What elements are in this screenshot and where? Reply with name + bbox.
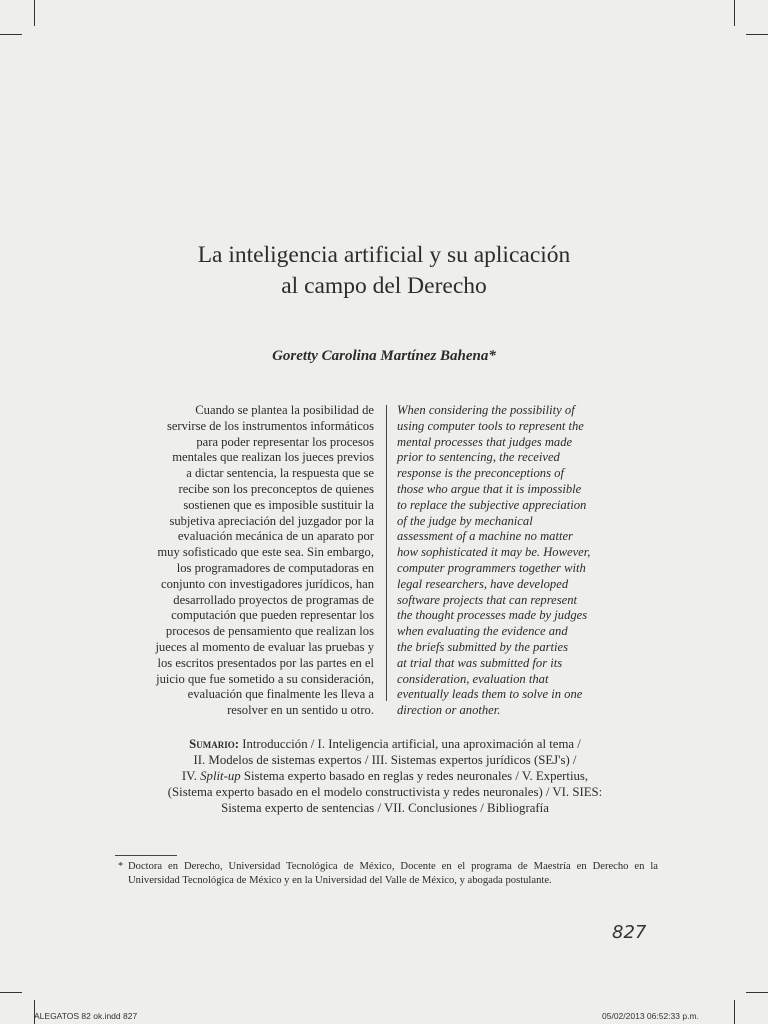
page-title [0, 240, 768, 302]
summary [140, 736, 630, 816]
summary-text: Sistema experto basado en reglas y redes neuronales / V. Expertius, [240, 769, 589, 783]
abstract-line: legal researchers, have developed [397, 576, 569, 591]
abstract-line: consideration, evaluation that [397, 671, 549, 686]
author-name: Goretty Carolina Martínez Bahena* [272, 348, 496, 364]
abstract-line: direction or another. [397, 703, 501, 718]
abstract-line: Cuando se plantea la posibilidad de [195, 403, 374, 417]
abstract-line: software projects that can represent [397, 592, 578, 607]
footnote [118, 860, 658, 888]
abstract-line: mentales que realizan los jueces previos [172, 450, 374, 465]
abstract-line: response is the preconceptions of [397, 466, 564, 481]
summary-text: IV. [181, 769, 201, 783]
summary-line: II. Modelos de sistemas expertos / III. Sistemas expertos jurídicos (SEJ's) / [193, 753, 577, 767]
crop-mark [734, 1000, 735, 1024]
abstract-line: desarrollado proyectos de programas de [173, 592, 374, 607]
slug-timestamp: 05/02/2013 06:52:33 p.m. [602, 1011, 699, 1021]
abstract-line: servirse de los instrumentos informáticos [166, 418, 374, 433]
abstract-line: recibe son los preconceptos de quienes [178, 481, 374, 496]
abstract-spanish [132, 403, 374, 719]
footnote-marker: * [118, 861, 124, 872]
abstract-line: computer programmers together with [397, 560, 586, 575]
abstract-line: computación que pueden representar los [171, 608, 374, 623]
summary-line [140, 768, 630, 784]
title-line: La inteligencia artificial y su aplicación [197, 242, 571, 268]
abstract-line: los programadores de computadoras en [176, 560, 374, 575]
crop-mark [0, 34, 22, 35]
abstract-line: sostienen que es imposible sustituir la [183, 497, 374, 512]
abstract-line: assessment of a machine no matter [397, 529, 573, 544]
page-number: 827 [612, 922, 647, 943]
crop-mark [746, 34, 768, 35]
summary-text: Introducción / I. Inteligencia artificial, una aproximación al tema / [242, 737, 581, 751]
summary-line: (Sistema experto basado en el modelo constructivista y redes neuronales) / VI. SIES: [167, 785, 603, 799]
slug-file: ALEGATOS 82 ok.indd 827 [34, 1011, 138, 1021]
abstract-line: mental processes that judges made [397, 434, 573, 449]
abstract-line: eventually leads them to solve in one [397, 687, 583, 702]
summary-line [140, 736, 630, 752]
crop-mark [34, 0, 35, 26]
abstract-line: los escritos presentados por las partes en el [157, 655, 374, 670]
abstract-line: the briefs submitted by the parties [397, 639, 569, 654]
abstract-line: using computer tools to represent the [397, 418, 584, 433]
abstract-line: when evaluating the evidence and [397, 624, 568, 639]
abstract-english [397, 403, 637, 719]
abstract-line: When considering the possibility of [397, 403, 575, 417]
summary-italic: Split-up [200, 769, 241, 783]
abstract-line: how sophisticated it may be. However, [397, 545, 591, 560]
abstract-line: jueces al momento de evaluar las pruebas y [155, 639, 374, 654]
column-divider [386, 405, 387, 701]
crop-mark [734, 0, 735, 26]
crop-mark [0, 992, 22, 993]
abstract-line: conjunto con investigadores jurídicos, han [161, 576, 374, 591]
abstract-line: those who argue that it is impossible [397, 481, 582, 496]
abstract-line: a dictar sentencia, la respuesta que se [186, 466, 374, 481]
summary-label: Sumario: [189, 737, 240, 751]
footnote-text: Doctora en Derecho, Universidad Tecnológica de México, Docente en el programa de Maestría en Derecho en la Universidad Tecnológica de México y en la Universidad del Valle de México, y abogada postulante. [128, 861, 658, 886]
abstract-line: prior to sentencing, the received [397, 450, 560, 465]
abstract-line: evaluación que finalmente les lleva a [187, 687, 374, 702]
title-line: al campo del Derecho [281, 273, 487, 299]
abstract-line: evaluación mecánica de un aparato por [177, 529, 374, 544]
abstract-line: of the judge by mechanical [397, 513, 533, 528]
abstract-line: subjetiva apreciación del juzgador por la [169, 513, 374, 528]
summary-line: Sistema experto de sentencias / VII. Conclusiones / Bibliografía [221, 801, 549, 815]
footnote-rule [115, 855, 177, 856]
crop-mark [746, 992, 768, 993]
abstract-line: procesos de pensamiento que realizan los [165, 624, 374, 639]
abstract-line: muy sofisticado que este sea. Sin embargo, [157, 545, 374, 560]
abstract-line: the thought processes made by judges [397, 608, 588, 623]
abstract-line: para poder representar los procesos [196, 434, 374, 449]
abstract-line: juicio que fue sometido a su consideración, [156, 671, 374, 686]
abstract-line: at trial that was submitted for its [397, 655, 563, 670]
abstract-line: to replace the subjective appreciation [397, 497, 587, 512]
abstract-line: resolver en un sentido u otro. [227, 703, 374, 718]
